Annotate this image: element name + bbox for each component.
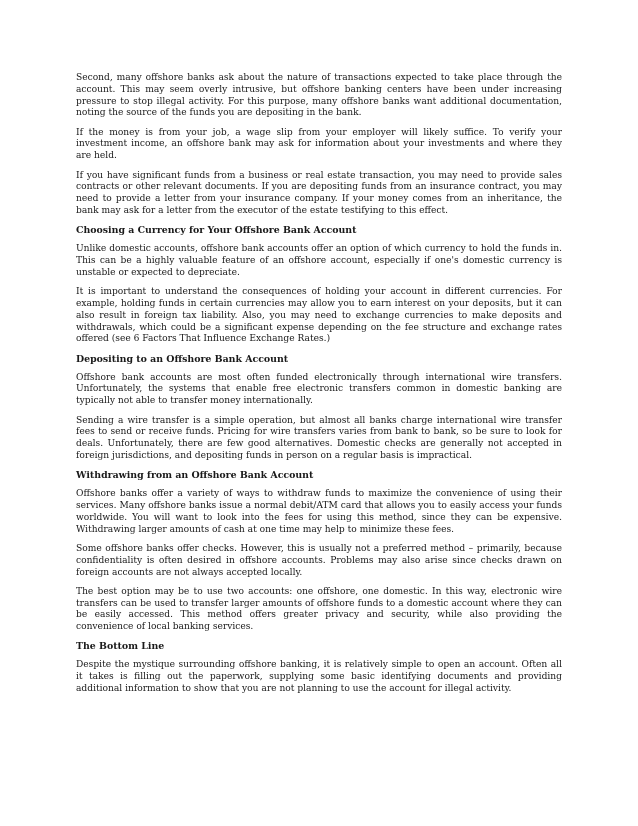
paragraph-wire-funding: Offshore bank accounts are most often funded electronically through international wire transfers. Unfortunately, the systems that enable free electronic transfers common in domestic banking are typically not able to transfer money internationally. [76, 372, 562, 407]
paragraph-conclusion: Despite the mystique surrounding offshore banking, it is relatively simple to open an account. Often all it takes is filling out the paperwork, supplying some basic identifying documents and providing additional information to show that you are not planning to use the account for illegal activity. [76, 660, 562, 695]
paragraph-checks: Some offshore banks offer checks. However, this is usually not a preferred method – primarily, because confidentiality is often desired in offshore accounts. Problems may also arise since checks drawn on foreign accounts are not always accepted locally. [76, 543, 562, 578]
heading-bottom-line: The Bottom Line [76, 641, 165, 653]
heading-choosing-currency: Choosing a Currency for Your Offshore Bank Account [76, 225, 357, 237]
paragraph-wage-slip: If the money is from your job, a wage slip from your employer will likely suffice. To verify your investment income, an offshore bank may ask for information about your investments and where they are held. [76, 127, 562, 162]
heading-depositing: Depositing to an Offshore Bank Account [76, 353, 289, 365]
heading-withdrawing: Withdrawing from an Offshore Bank Account [76, 470, 314, 482]
paragraph-transaction-nature: Second, many offshore banks ask about the nature of transactions expected to take place through the account. This may seem overly intrusive, but offshore banking centers have been under increasing pressure to stop illegal activity. For this purpose, many offshore banks want additional documentation, noting the source of the funds you are depositing in the bank. [76, 73, 562, 119]
paragraph-business-funds: If you have significant funds from a business or real estate transaction, you may need to provide sales contracts or other relevant documents. If you are depositing funds from an insurance contract, you may need to provide a letter from your insurance company. If your money comes from an inheritance, the bank may ask for a letter from the executor of the estate testifying to this effect. [76, 170, 562, 216]
paragraph-two-accounts: The best option may be to use two accounts: one offshore, one domestic. In this way, electronic wire transfers can be used to transfer larger amounts of offshore funds to a domestic account where they can be easily accessed. This method offers greater privacy and security, while also providing the convenience of local banking services. [76, 586, 562, 633]
paragraph-currency-option: Unlike domestic accounts, offshore bank accounts offer an option of which currency to hold the funds in. This can be a highly valuable feature of an offshore account, especially if one's domestic currency is unstable or expected to depreciate. [76, 244, 562, 278]
paragraph-currency-consequences: It is important to understand the consequences of holding your account in different currencies. For example, holding funds in certain currencies may allow you to earn interest on your deposits, but it can also result in foreign tax liability. Also, you may need to exchange currencies to make deposits and withdrawals, which could be a significant expense depending on the fee structure and exchange rates offered (see 6 Factors That Influence Exchange Rates.) [76, 287, 562, 345]
paragraph-wire-fees: Sending a wire transfer is a simple operation, but almost all banks charge international wire transfer fees to send or receive funds. Pricing for wire transfers varies from bank to bank, so be sure to look for deals. Unfortunately, there are few good alternatives. Domestic checks are generally not accepted in foreign jurisdictions, and depositing funds in person on a regular basis is impractical. [76, 415, 562, 461]
paragraph-withdraw-methods: Offshore banks offer a variety of ways to withdraw funds to maximize the convenience of using their services. Many offshore banks issue a normal debit/ATM card that allows you to easily access your funds worldwide. You will want to look into the fees for using this method, since they can be expensive. Withdrawing larger amounts of cash at one time may help to minimize these fees. [76, 489, 562, 535]
